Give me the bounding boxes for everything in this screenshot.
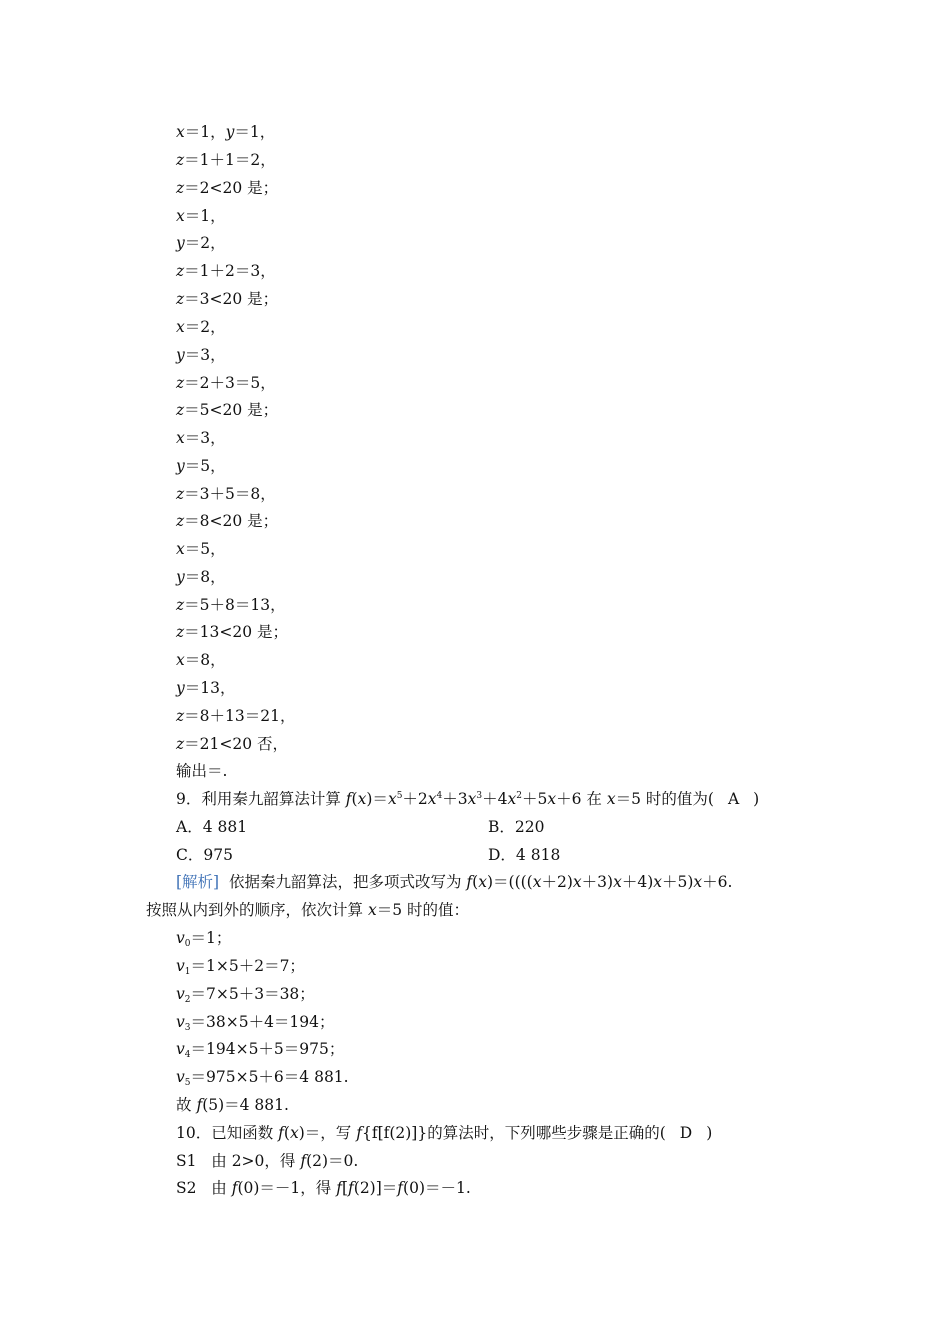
s1-text: 由 2>0，得 — [211, 1152, 301, 1170]
step-line — [176, 150, 276, 170]
var: y — [176, 568, 185, 586]
step-line — [176, 373, 276, 393]
var: x — [176, 540, 185, 558]
s2-end: (0)＝－1. — [403, 1179, 471, 1197]
s1-end: (2)＝0. — [306, 1152, 359, 1170]
var: x — [176, 123, 185, 141]
s1-label: S1 — [176, 1152, 197, 1170]
q9-cond: ＝5 时的值为( — [615, 790, 714, 808]
step-line — [176, 317, 226, 337]
f-var: f — [466, 873, 473, 891]
var: z — [176, 262, 185, 280]
q9-answer: A — [727, 790, 740, 808]
question-9: 9．利用秦九韶算法计算 $f(x)=x^5+2x^4+3x^3+4x^2+5x+6$ 在 x＝5 时的值为( A ) — [176, 790, 760, 808]
step-line — [176, 734, 288, 754]
step-line — [176, 595, 286, 615]
var: y — [176, 234, 185, 252]
step-text: ＝2， — [184, 318, 226, 336]
option-a: A．4 881 — [176, 818, 248, 836]
s2-mid3: (2)]＝ — [353, 1179, 398, 1197]
q9-x: x — [606, 790, 616, 808]
f-var: f — [348, 1179, 354, 1197]
q9-term: ＋5 — [522, 790, 548, 808]
step-line — [176, 622, 288, 642]
q10-mid: ＝，写 — [304, 1124, 357, 1142]
analysis-line: [解析] 依据秦九韶算法，把多项式改写为 f(x)＝((((x＋2)x＋3)x＋4)x＋5)x＋6. — [176, 873, 733, 891]
step-text: ＝1， — [184, 207, 226, 225]
x-var: x — [289, 1124, 299, 1142]
step-text: ＝8， — [184, 651, 226, 669]
option-d: D．4 818 — [488, 846, 561, 864]
form-part: ＋3) — [581, 873, 614, 891]
q9-exp: 4 — [436, 791, 443, 801]
var: z — [176, 290, 185, 308]
form-part: ＋5) — [662, 873, 694, 891]
step-text: ＝1， — [234, 123, 276, 141]
step-text: ＝5， — [184, 457, 226, 475]
v-line: $v_3=38\times 5+4=194$； — [176, 1013, 335, 1033]
step-line — [176, 345, 226, 365]
step-text: ＝13<20 是； — [184, 623, 289, 641]
var: x — [176, 318, 185, 336]
q9-term: ＋4 — [482, 790, 508, 808]
v-sub: 1 — [184, 967, 191, 977]
q9-exp: 2 — [516, 791, 522, 801]
v-line: $v_4=194\times 5+5=975$； — [176, 1040, 345, 1060]
option-c: C．975 — [176, 846, 233, 864]
step-line — [176, 289, 278, 309]
s2-mid2: [ — [341, 1179, 349, 1197]
v-text: ＝975×5＋6＝4 881. — [190, 1068, 349, 1086]
var: z — [176, 735, 185, 753]
var: x — [176, 207, 185, 225]
q9-x: x — [467, 790, 477, 808]
step-text: ＝5<20 是； — [184, 401, 279, 419]
form-part: ＋2) — [541, 873, 573, 891]
step-text: ＝2＋3＝5， — [184, 374, 276, 392]
f-var: f — [196, 1096, 203, 1114]
step-line — [176, 511, 278, 531]
v-sub: 5 — [184, 1078, 191, 1088]
v-sub: 0 — [184, 939, 191, 949]
q9-close: ) — [753, 790, 760, 808]
var: z — [176, 512, 185, 530]
analysis-text: ＝5 时的值： — [376, 901, 469, 919]
step-line — [176, 428, 226, 448]
step-line — [176, 206, 226, 226]
step-line — [176, 706, 295, 726]
conclusion-post: (5)＝4 881. — [202, 1096, 289, 1114]
var: z — [176, 623, 185, 641]
v-line: $v_5=975\times 5+6=4$ 881. — [176, 1068, 349, 1088]
var: y — [225, 123, 235, 141]
step-line — [176, 456, 226, 476]
q10-answer: D — [679, 1124, 693, 1142]
question-10: 10．已知函数 f(x)＝，写 f{f[f(2)]}的算法时，下列哪些步骤是正确的( D ) — [176, 1124, 713, 1142]
step-text: ＝8， — [184, 568, 226, 586]
step-text: ＝21<20 否， — [184, 735, 289, 753]
v-text: ＝1×5＋2＝7； — [190, 957, 305, 975]
step-s2 — [176, 1178, 471, 1198]
q9-term: ＋3 — [442, 790, 468, 808]
var: y — [176, 679, 185, 697]
step-text: ＝2， — [184, 234, 226, 252]
q9-exp: 3 — [476, 791, 483, 801]
step-text: ＝5， — [184, 540, 226, 558]
analysis-tag: [解析] — [176, 873, 220, 891]
option-b: B．220 — [488, 818, 545, 836]
f-var: f — [300, 1152, 307, 1170]
x-var: x — [478, 873, 487, 891]
x-var: x — [653, 873, 662, 891]
step-text: ＝5＋8＝13， — [184, 596, 286, 614]
conclusion-pre: 故 — [176, 1096, 197, 1114]
s2-label: S2 — [176, 1179, 197, 1197]
form-end: ＋6. — [702, 873, 733, 891]
var: z — [176, 151, 185, 169]
f-var: f — [356, 1124, 362, 1142]
step-text: ＝3＋5＝8， — [184, 485, 276, 503]
q10-close: ) — [706, 1124, 713, 1142]
q9-x: x — [387, 790, 397, 808]
v-text: ＝1； — [190, 929, 232, 947]
v-text: ＝194×5＋5＝975； — [190, 1040, 345, 1058]
q10-suffix: 的算法时，下列哪些步骤是正确的( — [427, 1124, 666, 1142]
var: x — [176, 651, 185, 669]
var: z — [176, 707, 185, 725]
q9-x: x — [357, 790, 367, 808]
step-line — [176, 122, 275, 142]
s2-text: 由 — [211, 1179, 232, 1197]
q9-x: x — [427, 790, 437, 808]
s2-mid: (0)＝－1，得 — [237, 1179, 337, 1197]
x-var: x — [613, 873, 622, 891]
step-line — [176, 567, 226, 587]
f-var: f — [336, 1179, 342, 1197]
step-text: ＝1＋1＝2， — [184, 151, 276, 169]
form-part: ＋4) — [621, 873, 654, 891]
output-line: 输出＝. — [176, 762, 228, 780]
v-line: $v_1=1\times 5+2=7$； — [176, 957, 305, 977]
var: z — [176, 401, 185, 419]
analysis-line-2 — [146, 900, 469, 920]
step-line — [176, 400, 278, 420]
var: z — [176, 179, 185, 197]
step-s1 — [176, 1151, 358, 1171]
x-var: x — [367, 901, 377, 919]
var: z — [176, 596, 185, 614]
var: y — [176, 457, 185, 475]
step-text: ＝2<20 是； — [184, 179, 279, 197]
v-line: $v_0=1$； — [176, 929, 232, 949]
step-line — [176, 539, 226, 559]
step-text: ＝1＋2＝3， — [184, 262, 276, 280]
x-var: x — [693, 873, 703, 891]
step-line — [176, 261, 276, 281]
q9-x: x — [547, 790, 557, 808]
form-open: ＝(((( — [493, 873, 533, 891]
x-var: x — [572, 873, 582, 891]
f-var: f — [231, 1179, 238, 1197]
var: z — [176, 374, 185, 392]
q9-term: ＋2 — [402, 790, 428, 808]
step-line — [176, 233, 226, 253]
analysis-text: 按照从内到外的顺序，依次计算 — [146, 901, 368, 919]
v-sub: 3 — [184, 1023, 191, 1033]
q9-x: x — [507, 790, 517, 808]
v-sub: 2 — [184, 995, 191, 1005]
q9-exp: 5 — [396, 791, 403, 801]
x-var: x — [532, 873, 542, 891]
var: y — [176, 346, 185, 364]
v-text: ＝7×5＋3＝38； — [190, 985, 315, 1003]
f-var: f — [397, 1179, 404, 1197]
q9-f: f — [345, 790, 352, 808]
conclusion-line — [176, 1095, 289, 1115]
v-line: $v_2=7\times 5+3=38$； — [176, 985, 315, 1005]
step-line — [176, 650, 226, 670]
step-line — [176, 484, 276, 504]
step-text: ＝3<20 是； — [184, 290, 279, 308]
q9-prefix: 9．利用秦九韶算法计算 — [176, 790, 346, 808]
step-text: ＝13， — [184, 679, 236, 697]
step-text: ＝8＋13＝21， — [184, 707, 296, 725]
v-sub: 4 — [184, 1050, 191, 1060]
step-text: ＝1， — [184, 123, 226, 141]
var: x — [176, 429, 185, 447]
step-line — [176, 678, 236, 698]
step-text: ＝3， — [184, 429, 226, 447]
q10-expr: {f[f(2)]} — [361, 1124, 428, 1142]
f-var: f — [278, 1124, 284, 1142]
analysis-text: 依据秦九韶算法，把多项式改写为 — [228, 873, 467, 891]
var: z — [176, 485, 185, 503]
q9-term: ＋6 在 — [556, 790, 607, 808]
step-text: ＝8<20 是； — [184, 512, 279, 530]
v-text: ＝38×5＋4＝194； — [190, 1013, 335, 1031]
step-text: ＝3， — [184, 346, 226, 364]
q10-prefix: 10．已知函数 — [176, 1124, 279, 1142]
step-line — [176, 178, 278, 198]
q9-eq: ＝ — [372, 790, 388, 808]
